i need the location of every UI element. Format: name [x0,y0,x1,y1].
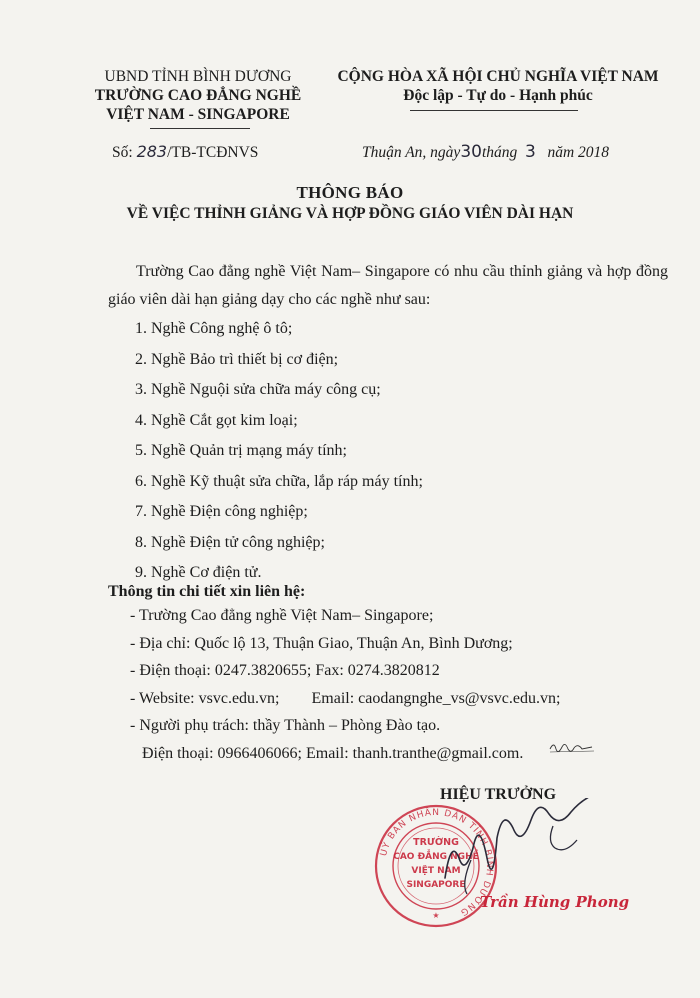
intro-paragraph [108,258,668,314]
list-item: 7. Nghề Điện công nghiệp; [135,503,308,520]
contact-person: - Người phụ trách: thầy Thành – Phòng Đào tạo. [130,717,441,734]
document-date [362,142,609,162]
list-item: 1. Nghề Công nghệ ô tô; [135,320,293,337]
stamp-line: SINGAPORE [406,880,466,890]
date-month-label: tháng [481,144,518,161]
contact-list [130,606,560,771]
org-underline [150,128,250,129]
contact-school: - Trường Cao đẳng nghề Việt Nam– Singapore; [130,607,434,624]
signer-name: Trần Hùng Phong [480,893,630,911]
org-school-name-line2: VIỆT NAM - SINGAPORE [106,106,290,123]
stamp-ring-text: UỶ BAN NHÂN DÂN TỈNH BÌNH DƯƠNG [378,807,495,918]
contact-web-email [130,689,560,717]
contact-phone: - Điện thoại: 0247.3820655; Fax: 0274.3820812 [130,662,440,679]
list-item: 9. Nghề Cơ điện tử. [135,564,262,581]
doc-number-prefix: Số: [112,144,137,161]
contact-address: - Địa chỉ: Quốc lộ 13, Thuận Giao, Thuận An, Bình Dương; [130,634,513,652]
stamp-line: VIỆT NAM [411,866,461,876]
contact-website: - Website: vsvc.edu.vn; [130,689,280,707]
org-authority: UBND TỈNH BÌNH DƯƠNG [104,68,292,85]
notice-subtitle: VỀ VIỆC THỈNH GIẢNG VÀ HỢP ĐỒNG GIÁO VIÊN DÀI HẠN [126,205,574,222]
profession-list [135,319,423,594]
list-item: 8. Nghề Điện tử công nghiệp; [135,533,325,551]
date-month-handwritten: 3 [525,142,536,162]
list-item: 6. Nghề Kỹ thuật sửa chữa, lắp ráp máy tính; [135,472,423,490]
contact-person-phone: Điện thoại: 0966406066; Email: thanh.tranthe@gmail.com. [142,744,524,762]
signatory-title: HIỆU TRƯỞNG [440,786,557,803]
list-item: 5. Nghề Quản trị mạng máy tính; [135,442,347,459]
motto-underline [410,110,578,111]
national-title: CỘNG HÒA XÃ HỘI CHỦ NGHĨA VIỆT NAM [337,68,659,85]
intro-text: Trường Cao đẳng nghề Việt Nam– Singapore có nhu cầu thỉnh giảng và hợp đồng giáo viên dài hạn giảng dạy cho các nghề như sau: [108,263,668,308]
date-day-handwritten: 30 [460,142,482,162]
stamp-line: TRƯỜNG [413,837,459,848]
doc-number-suffix: /TB-TCĐNVS [167,144,259,161]
contact-heading: Thông tin chi tiết xin liên hệ: [108,583,306,600]
initial-mark [548,739,598,757]
national-motto: Độc lập - Tự do - Hạnh phúc [403,87,593,104]
list-item: 4. Nghề Cắt gọt kim loại; [135,411,298,429]
handwritten-signature [435,798,615,898]
date-prefix: Thuận An, ngày [362,144,461,161]
date-year: năm 2018 [547,144,610,161]
doc-number-handwritten: 283 [136,142,168,161]
stamp-line: CAO ĐẲNG NGHỀ [393,852,479,862]
list-item: 2. Nghề Bảo trì thiết bị cơ điện; [135,350,339,368]
list-item: 3. Nghề Nguội sửa chữa máy công cụ; [135,381,381,398]
document-number [112,142,258,162]
org-school-name-line1: TRƯỜNG CAO ĐẲNG NGHỀ [94,87,302,104]
svg-text:★: ★ [432,911,440,920]
notice-title: THÔNG BÁO [296,183,404,202]
contact-email: Email: caodangnghe_vs@vsvc.edu.vn; [311,689,561,707]
